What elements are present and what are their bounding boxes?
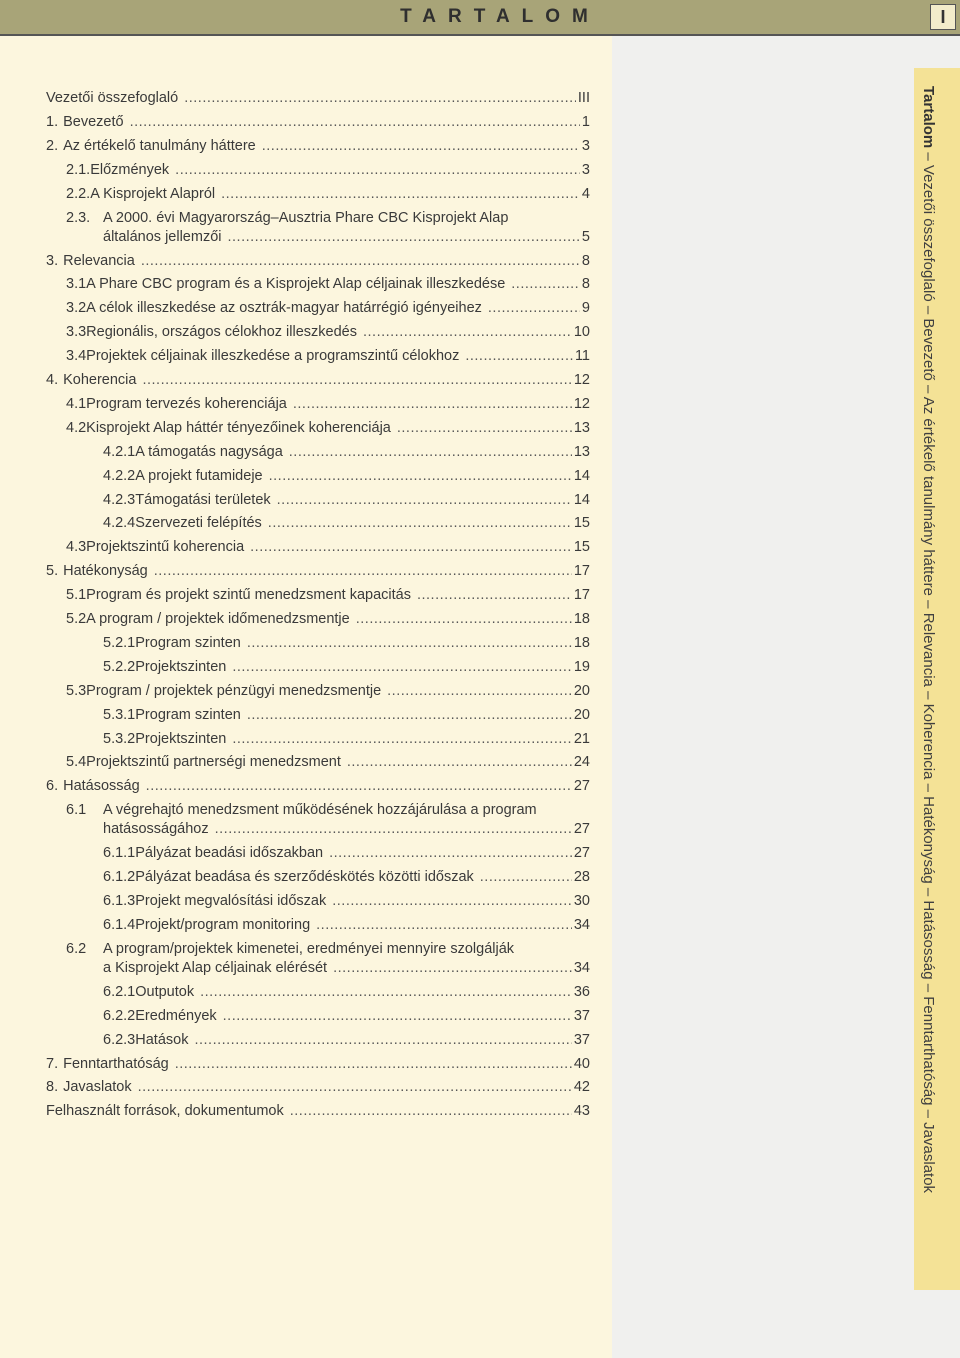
side-tab-bold: Tartalom (920, 86, 937, 149)
toc-leader-dots (417, 587, 572, 603)
toc-entry[interactable] (0, 635, 590, 655)
toc-leader-dots (316, 917, 572, 933)
toc-entry[interactable] (0, 778, 590, 798)
toc-entry-number: 4.2 (66, 419, 87, 436)
toc-entry-title: Az értékelő tanulmány háttere (63, 137, 256, 154)
toc-entry[interactable] (0, 276, 590, 296)
toc-entry-number: 5.2.1 (103, 634, 136, 651)
toc-entry-page: 34 (573, 959, 590, 976)
toc-entry-page: 27 (573, 821, 590, 838)
toc-entry-title: Relevancia (63, 252, 135, 269)
toc-leader-dots (488, 300, 580, 316)
toc-entry-title: Program és projekt szintű menedzsment kapacitás (86, 587, 411, 604)
toc-entry-number: 5.3.1 (103, 706, 136, 723)
toc-leader-dots (268, 515, 572, 531)
toc-entry-number: 3.1 (66, 276, 87, 293)
toc-leader-dots (138, 1079, 572, 1095)
toc-entry-page: 18 (573, 634, 590, 651)
toc-entry[interactable] (0, 539, 590, 559)
toc-leader-dots (247, 707, 572, 723)
toc-entry-title: Kisprojekt Alap háttér tényezőinek koherenciája (86, 419, 391, 436)
toc-entry-number: 4.2.1 (103, 443, 136, 460)
toc-entry[interactable] (0, 960, 590, 980)
toc-entry-number: 1. (46, 113, 59, 130)
toc-entry-number: 3.4 (66, 348, 87, 365)
toc-leader-dots (184, 90, 576, 106)
toc-entry-number: 5. (46, 563, 59, 580)
toc-entry-number: 5.3 (66, 682, 87, 699)
toc-entry-page: 8 (581, 252, 590, 269)
toc-leader-dots (333, 960, 572, 976)
toc-entry-page: 24 (573, 754, 590, 771)
toc-entry-number: 6.2 (66, 940, 87, 957)
toc-leader-dots (175, 1056, 572, 1072)
toc-entry-page: 21 (573, 730, 590, 747)
toc-entry-page: 1 (581, 113, 590, 130)
toc-entry-title: Regionális, országos célokhoz illeszkedés (86, 324, 357, 341)
toc-entry-page: 34 (573, 916, 590, 933)
toc-entry-page: 40 (573, 1055, 590, 1072)
toc-entry-page: 18 (573, 611, 590, 628)
toc-entry-number: 5.4 (66, 754, 87, 771)
toc-entry-page: 20 (573, 706, 590, 723)
toc-entry-title: Hatékonyság (63, 563, 148, 580)
toc-entry-title: A Phare CBC program és a Kisprojekt Alap céljainak illeszkedése (86, 276, 506, 293)
toc-entry-number: 2.3. (66, 209, 91, 226)
toc-leader-dots (175, 162, 580, 178)
toc-entry[interactable] (0, 1008, 590, 1028)
toc-entry-number: 4.3 (66, 539, 87, 556)
toc-entry-title: A célok illeszkedése az osztrák-magyar határrégió igényeihez (86, 300, 482, 317)
toc-entry-title: általános jellemzői (103, 228, 222, 245)
toc-entry[interactable] (0, 138, 590, 158)
toc-leader-dots (277, 492, 572, 508)
toc-entry-number: 3. (46, 252, 59, 269)
toc-entry-page: 4 (581, 185, 590, 202)
side-margin (612, 36, 960, 1358)
toc-entry-title: Pályázat beadása és szerződéskötés közötti időszak (135, 869, 474, 886)
toc-leader-dots (480, 869, 572, 885)
toc-leader-dots (347, 754, 572, 770)
toc-entry-number: 5.3.2 (103, 730, 136, 747)
toc-entry[interactable] (0, 611, 590, 631)
toc-entry-number: 2.1. (66, 161, 91, 178)
toc-entry[interactable] (0, 229, 590, 249)
toc-leader-dots (329, 845, 572, 861)
toc-entry-title: Program szinten (135, 706, 241, 723)
toc-entry-page: 36 (573, 983, 590, 1000)
toc-entry[interactable] (0, 984, 590, 1004)
toc-leader-dots (262, 138, 580, 154)
toc-entry[interactable] (0, 754, 590, 774)
toc-entry-page: 11 (574, 348, 590, 365)
toc-entry-number: 3.3 (66, 324, 87, 341)
toc-entry[interactable] (0, 300, 590, 320)
toc-entry-page: 37 (573, 1007, 590, 1024)
toc-entry-title: Projekt/program monitoring (135, 916, 311, 933)
toc-entry-title: A program / projektek időmenedzsmentje (86, 611, 350, 628)
toc-entry[interactable] (0, 683, 590, 703)
toc-entry-title: Előzmények (90, 161, 170, 178)
toc-entry[interactable] (0, 563, 590, 583)
toc-leader-dots (130, 114, 580, 130)
toc-entry-title: hatásosságához (103, 821, 209, 838)
toc-entry-title: Projekt megvalósítási időszak (135, 893, 327, 910)
toc-leader-dots (141, 253, 580, 269)
toc-entry[interactable] (0, 492, 590, 512)
toc-entry-page: 9 (581, 300, 590, 317)
toc-leader-dots (289, 444, 572, 460)
toc-leader-dots (223, 1008, 572, 1024)
toc-leader-dots (332, 893, 572, 909)
toc-entry-page: 12 (573, 372, 590, 389)
toc-entry[interactable] (0, 1032, 590, 1052)
toc-entry[interactable] (0, 396, 590, 416)
toc-entry-title: Projektszinten (135, 730, 227, 747)
toc-entry-number: 6.1.1 (103, 845, 136, 862)
toc-leader-dots (250, 539, 572, 555)
side-tab-text (920, 86, 937, 1193)
toc-entry-page: 15 (573, 539, 590, 556)
toc-leader-dots (215, 821, 572, 837)
toc-entry-title: Bevezető (63, 113, 124, 130)
toc-entry-page: 5 (581, 228, 590, 245)
toc-entry-number: 6.1.3 (103, 893, 136, 910)
toc-leader-dots (387, 683, 572, 699)
toc-entry-page: 14 (573, 467, 590, 484)
toc-entry-number: 7. (46, 1055, 59, 1072)
toc-entry-number: 4.1 (66, 395, 87, 412)
toc-entry-number: 5.1 (66, 587, 87, 604)
toc-entry-number: 6.1 (66, 802, 87, 819)
toc-entry-page: 43 (573, 1103, 590, 1120)
toc-entry-number: 4.2.2 (103, 467, 136, 484)
toc-leader-dots (232, 659, 572, 675)
toc-entry[interactable] (0, 348, 590, 368)
toc-leader-dots (293, 396, 572, 412)
toc-entry[interactable] (0, 893, 590, 913)
toc-entry-number: 3.2 (66, 300, 87, 317)
toc-entry[interactable] (0, 731, 590, 751)
toc-entry-title: Outputok (135, 983, 195, 1000)
toc-entry-page: 10 (573, 324, 590, 341)
toc-entry-page: 30 (573, 893, 590, 910)
toc-entry[interactable] (0, 1103, 590, 1123)
toc-entry-title: Program szinten (135, 634, 241, 651)
toc-entry[interactable] (0, 162, 590, 182)
toc-entry-title: Támogatási területek (135, 491, 271, 508)
toc-entry-number: 8. (46, 1079, 59, 1096)
toc-entry-title: a Kisprojekt Alap céljainak elérését (103, 959, 328, 976)
toc-entry-number: 6.1.2 (103, 869, 136, 886)
toc-entry-number: 6.2.3 (103, 1031, 136, 1048)
toc-entry-page: 12 (573, 395, 590, 412)
toc-entry-number: 5.2 (66, 611, 87, 628)
toc-leader-dots (397, 420, 572, 436)
toc-entry[interactable] (0, 444, 590, 464)
toc-entry-title: Projektszinten (135, 658, 227, 675)
toc-entry[interactable] (0, 468, 590, 488)
toc-entry[interactable] (0, 324, 590, 344)
toc-entry[interactable] (0, 372, 590, 392)
toc-entry[interactable] (0, 90, 590, 110)
toc-entry[interactable] (0, 659, 590, 679)
toc-entry-number: 6. (46, 778, 59, 795)
toc-entry-page: 42 (573, 1079, 590, 1096)
toc-entry-title: A Kisprojekt Alapról (90, 185, 216, 202)
toc-entry-page: 8 (581, 276, 590, 293)
toc-entry-number: 4. (46, 372, 59, 389)
toc-entry-page: 13 (573, 443, 590, 460)
toc-entry-number: 6.2.2 (103, 1007, 136, 1024)
toc-entry-title: Hatásosság (63, 778, 140, 795)
toc-entry-title-line: A program/projektek kimenetei, eredményei mennyire szolgálják (103, 940, 515, 957)
toc-entry-title: Javaslatok (63, 1079, 132, 1096)
toc-leader-dots (511, 276, 580, 292)
toc-entry-page: 19 (573, 658, 590, 675)
toc-entry-page: 3 (581, 161, 590, 178)
toc-entry-number: 5.2.2 (103, 658, 136, 675)
toc-entry-page: 27 (573, 778, 590, 795)
toc-entry[interactable] (0, 186, 590, 206)
toc-entry-page: 15 (573, 515, 590, 532)
toc-entry-title: Projektszintű partnerségi menedzsment (86, 754, 341, 771)
toc-leader-dots (363, 324, 572, 340)
toc-leader-dots (247, 635, 572, 651)
toc-entry-number: 2. (46, 137, 59, 154)
side-tab-rest: – Vezetői összefoglaló – Bevezető – Az értékelő tanulmány háttere – Relevancia – Koherencia – Hatékonyság – Hatásosság – Fenntarthatóság – Javaslatok (920, 148, 937, 1194)
toc-entry-title: Vezetői összefoglaló (46, 90, 179, 106)
toc-leader-dots (200, 984, 572, 1000)
toc-entry-title: Projektek céljainak illeszkedése a programszintű célokhoz (86, 348, 460, 365)
toc-entry-page: 17 (573, 587, 590, 604)
toc-leader-dots (269, 468, 572, 484)
toc-entry-title: Projektszintű koherencia (86, 539, 245, 556)
toc-entry[interactable] (0, 845, 590, 865)
toc-entry-page: 17 (573, 563, 590, 580)
toc-entry-title: Pályázat beadási időszakban (135, 845, 324, 862)
toc-leader-dots (154, 563, 572, 579)
toc-leader-dots (142, 372, 571, 388)
toc-entry-title: Koherencia (63, 372, 137, 389)
toc-entry-title: Program tervezés koherenciája (86, 395, 287, 412)
toc-entry-number: 6.2.1 (103, 983, 136, 1000)
toc-entry-title: Eredmények (135, 1007, 217, 1024)
toc-leader-dots (465, 348, 573, 364)
toc-entry-page: 20 (573, 682, 590, 699)
toc-entry-page: 27 (573, 845, 590, 862)
toc-leader-dots (290, 1103, 572, 1119)
toc-entry[interactable] (0, 869, 590, 889)
toc-leader-dots (227, 229, 579, 245)
toc-entry[interactable] (0, 821, 590, 841)
toc-leader-dots (221, 186, 580, 202)
toc-entry[interactable] (0, 515, 590, 535)
toc-entry-title: Felhasznált források, dokumentumok (46, 1103, 284, 1120)
toc-entry-page: III (577, 90, 590, 106)
toc-entry[interactable] (0, 114, 590, 134)
toc-entry-title-line: A 2000. évi Magyarország–Ausztria Phare CBC Kisprojekt Alap (103, 209, 509, 226)
toc-entry[interactable] (0, 253, 590, 273)
toc-entry-number: 4.2.3 (103, 491, 136, 508)
toc-entry[interactable] (0, 1056, 590, 1076)
toc-entry-page: 37 (573, 1031, 590, 1048)
header-bar (0, 0, 960, 36)
toc-entry-number: 2.2. (66, 185, 91, 202)
toc-entry-page: 14 (573, 491, 590, 508)
toc-entry[interactable] (0, 707, 590, 727)
toc-entry-title: Hatások (135, 1031, 189, 1048)
toc-entry-title: A projekt futamideje (135, 467, 263, 484)
toc-entry[interactable] (0, 1079, 590, 1099)
toc-entry[interactable] (0, 917, 590, 937)
toc-entry-page: 28 (573, 869, 590, 886)
toc-entry-page: 3 (581, 137, 590, 154)
toc-entry-title: Program / projektek pénzügyi menedzsmentje (86, 682, 382, 699)
header-title: TARTALOM (400, 6, 600, 27)
toc-leader-dots (146, 778, 572, 794)
toc-leader-dots (232, 731, 572, 747)
toc-entry-page: 13 (573, 419, 590, 436)
toc-leader-dots (356, 611, 572, 627)
toc-entry-number: 6.1.4 (103, 916, 136, 933)
toc-entry-title-line: A végrehajtó menedzsment működésének hozzájárulása a program (103, 802, 537, 819)
toc-entry[interactable] (0, 587, 590, 607)
toc-entry-title: Fenntarthatóság (63, 1055, 169, 1072)
toc-entry[interactable] (0, 420, 590, 440)
toc-entry-title: A támogatás nagysága (135, 443, 283, 460)
page-number: I (930, 4, 956, 30)
toc-entry-title: Szervezeti felépítés (135, 515, 262, 532)
toc-leader-dots (194, 1032, 571, 1048)
toc-entry-number: 4.2.4 (103, 515, 136, 532)
